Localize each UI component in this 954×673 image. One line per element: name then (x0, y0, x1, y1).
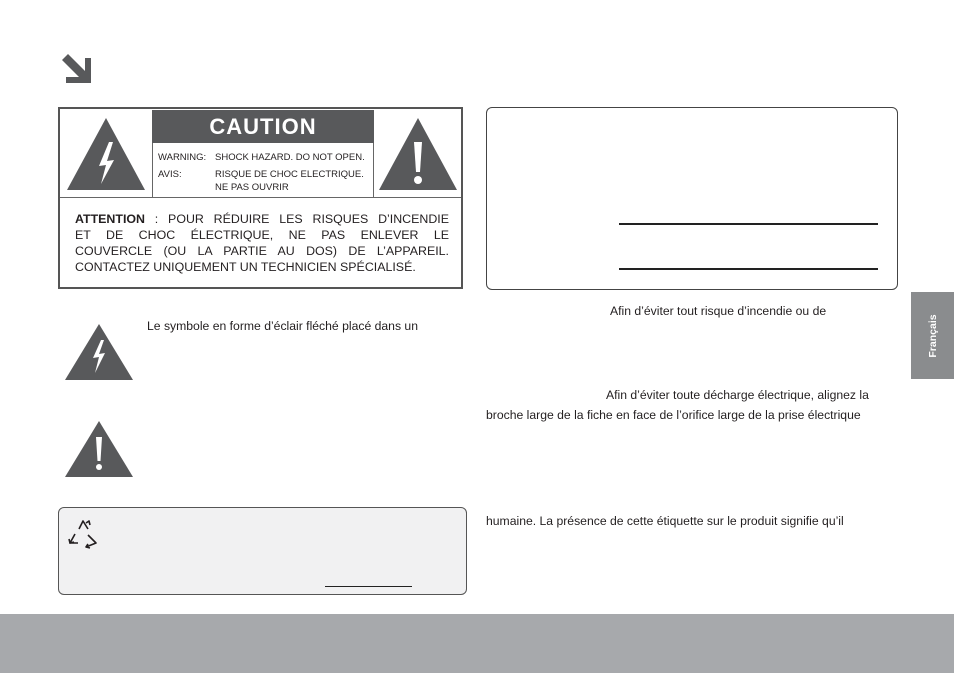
lightning-bolt-triangle-icon (64, 323, 134, 381)
attention-line-2: ET DE CHOC ÉLECTRIQUE, NE PAS ENLEVER LE (75, 228, 449, 242)
attention-paragraph (75, 211, 449, 275)
avis-label: AVIS: (158, 169, 182, 180)
arrow-down-right-icon (58, 50, 94, 86)
shock-warning-line-1: Afin d’éviter toute décharge électrique, alignez la (606, 388, 869, 402)
avis-text-1: RISQUE DE CHOC ELECTRIQUE. (215, 169, 364, 180)
info-box (486, 107, 898, 290)
shock-warning-line-2: broche large de la fiche en face de l’orifice large de la prise électrique (486, 408, 861, 422)
avis-text-2: NE PAS OUVRIR (215, 182, 289, 193)
caution-banner: CAUTION (152, 110, 374, 143)
caution-divider (60, 197, 461, 198)
exclamation-triangle-icon (64, 420, 134, 478)
attention-bold: ATTENTION (75, 212, 145, 226)
attention-line-3: COUVERCLE (OU LA PARTIE AU DOS) DE L’APPAREIL. (75, 244, 449, 258)
exclamation-triangle-icon (375, 110, 461, 197)
fire-warning-text: Afin d’éviter tout risque d’incendie ou de (610, 304, 827, 318)
bolt-symbol-text: Le symbole en forme d’éclair fléché placé dans un (147, 319, 418, 333)
footer-band (0, 614, 954, 673)
recycle-rule (325, 586, 412, 587)
recycle-icon (66, 517, 100, 551)
attention-line-4: CONTACTEZ UNIQUEMENT UN TECHNICIEN SPÉCIALISÉ. (75, 260, 416, 274)
recycle-info-box (58, 507, 467, 595)
attention-line-1: ATTENTION : POUR RÉDUIRE LES RISQUES D’INCENDIE (75, 212, 449, 226)
lightning-bolt-triangle-icon (61, 110, 151, 197)
warning-label: WARNING: (158, 152, 207, 163)
info-rule-1 (619, 223, 878, 225)
label-text: humaine. La présence de cette étiquette sur le produit signifie qu’il (486, 514, 844, 528)
language-tab-label: Français (926, 313, 939, 358)
warning-text-area (152, 143, 374, 197)
caution-label-box (58, 107, 463, 289)
info-rule-2 (619, 268, 878, 270)
language-tab[interactable] (911, 292, 954, 379)
warning-text: SHOCK HAZARD. DO NOT OPEN. (215, 152, 365, 163)
